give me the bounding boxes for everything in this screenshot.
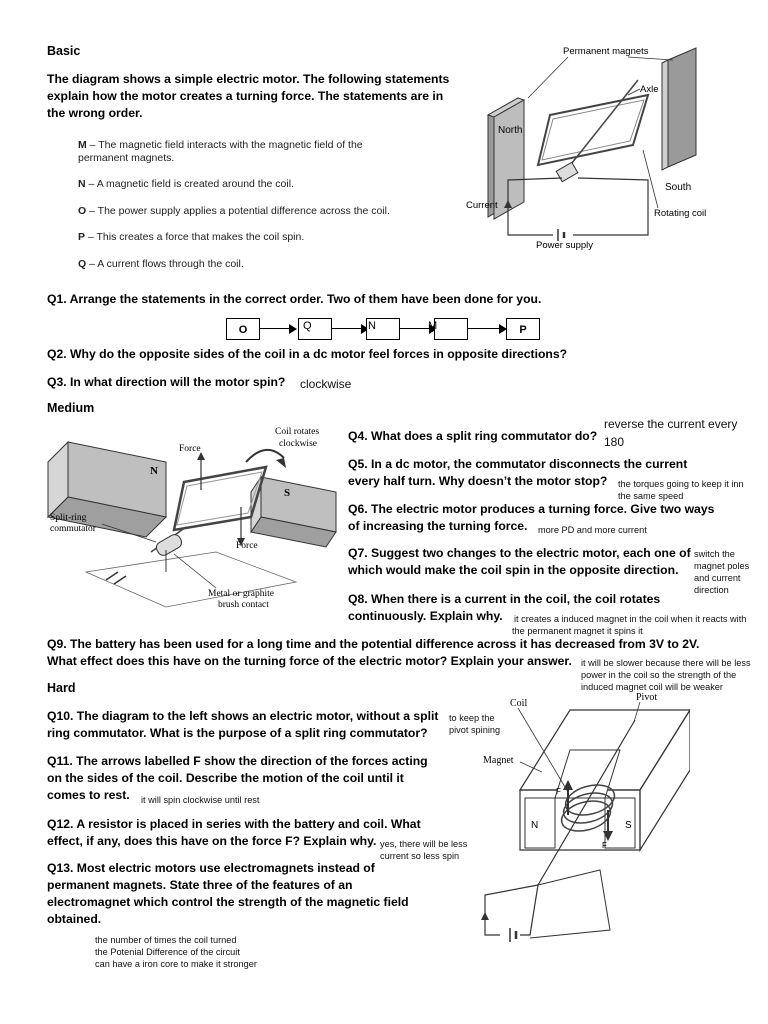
intro-line: The diagram shows a simple electric motor. The following statements: [47, 72, 450, 86]
arrowhead-icon: [289, 324, 297, 334]
question-line: electromagnet which control the strength of the magnetic field: [47, 895, 409, 909]
statement-q: [78, 258, 244, 271]
intro-text: [47, 71, 449, 122]
brush-contact-label: brush contact: [218, 600, 269, 610]
statement-letter: Q: [78, 258, 87, 270]
answer-line: magnet poles: [694, 561, 750, 571]
force-label-1: F: [556, 787, 561, 796]
intro-line: explain how the motor creates a turning force. The statements are in: [47, 89, 444, 103]
question-line: obtained.: [47, 912, 102, 926]
question-line: Q12. A resistor is placed in series with the battery and coil. What: [47, 817, 421, 831]
n-label: N: [150, 465, 158, 477]
answer-line: current so less spin: [380, 851, 460, 861]
answer-line: the permanent magnet it spins it: [512, 626, 643, 636]
statement-letter: N: [78, 178, 86, 190]
force-label-2: F: [602, 841, 607, 850]
answer-line: direction: [694, 585, 729, 595]
statement-text: – The magnetic field interacts with the magnetic field of the: [89, 139, 363, 151]
answer-q12: [380, 838, 467, 862]
intro-line: the wrong order.: [47, 106, 143, 120]
statement-text: – A magnetic field is created around the coil.: [88, 178, 294, 190]
question-line: Q10. The diagram to the left shows an electric motor, without a split: [47, 709, 439, 723]
statement-p: [78, 231, 304, 244]
sequence-box-5: P: [506, 318, 540, 340]
question-line: Q5. In a dc motor, the commutator disconnects the current: [348, 457, 688, 471]
answer-line: power in the coil so the strength of the: [581, 670, 737, 680]
answer-line: the torques going to keep it inn: [618, 479, 744, 489]
split-ring-label: Split-ring: [50, 513, 87, 523]
statement-text: – A current flows through the coil.: [89, 258, 244, 270]
question-line: ring commutator. What is the purpose of a split ring commutator?: [47, 726, 428, 740]
question-line: Q6. The electric motor produces a turning force. Give two ways: [348, 502, 715, 516]
question-line: of increasing the turning force.: [348, 519, 528, 533]
answer-q3: clockwise: [300, 377, 352, 391]
answer-line: and current: [694, 573, 741, 583]
section-basic-heading: Basic: [47, 44, 81, 58]
question-line: comes to rest.: [47, 788, 130, 802]
magnet-label: Magnet: [483, 755, 514, 766]
sequence-box-1: O: [226, 318, 260, 340]
north-label: North: [498, 125, 523, 136]
sequence-arrow: [260, 328, 290, 329]
statement-text: – This creates a force that makes the coil spin.: [87, 231, 305, 243]
s-label: S: [625, 820, 632, 831]
answer-line: the number of times the coil turned: [95, 935, 237, 945]
statement-letter: O: [78, 205, 87, 217]
force-top-label: Force: [179, 444, 201, 454]
answer-line: reverse the current every: [604, 417, 738, 431]
answer-q6: more PD and more current: [538, 525, 647, 535]
answer-q11: it will spin clockwise until rest: [141, 795, 260, 805]
sequence-box-4[interactable]: [434, 318, 468, 340]
answer-q5: [618, 478, 744, 502]
answer-q8: [512, 613, 746, 637]
question-q4: Q4. What does a split ring commutator do?: [348, 429, 598, 443]
question-q6: [348, 501, 714, 535]
question-line: on the sides of the coil. Describe the motion of the coil until it: [47, 771, 404, 785]
answer-line: to keep the: [449, 713, 495, 723]
question-line: What effect does this have on the turning force of the electric motor? Explain your answer.: [47, 654, 572, 668]
question-q12: [47, 816, 421, 850]
statement-m: [78, 139, 363, 165]
answer-line: 180: [604, 435, 625, 449]
current-label: Current: [466, 200, 498, 211]
clockwise-label: clockwise: [279, 439, 317, 449]
statement-letter: P: [78, 231, 86, 243]
force-bottom-label: Force: [236, 541, 258, 551]
question-q7: [348, 545, 691, 579]
sequence-answer-n: N: [368, 320, 376, 332]
statement-text: – The power supply applies a potential difference across the coil.: [89, 205, 390, 217]
coil-label: Coil: [510, 698, 528, 709]
answer-q9: [581, 657, 751, 693]
question-q10: [47, 708, 438, 742]
answer-q10: [449, 712, 500, 736]
answer-line: can have a iron core to make it stronger: [95, 959, 257, 969]
south-label: South: [665, 182, 692, 193]
question-line: every half turn. Why doesn’t the motor stop?: [348, 474, 608, 488]
question-line: Q13. Most electric motors use electromagnets instead of: [47, 861, 375, 875]
commutator-label: commutator: [50, 524, 96, 534]
statement-n: [78, 178, 294, 191]
question-line: Q11. The arrows labelled F show the direction of the forces acting: [47, 754, 428, 768]
section-medium-heading: Medium: [47, 401, 95, 415]
answer-line: it creates a induced magnet in the coil when it reacts with: [514, 614, 747, 624]
answer-q13: [95, 934, 257, 970]
section-hard-heading: Hard: [47, 681, 76, 695]
rotating-coil-label: Rotating coil: [654, 208, 707, 219]
question-line: Q9. The battery has been used for a long time and the potential difference across it has decreased from 3V to 2V.: [47, 637, 700, 651]
question-q13: [47, 860, 409, 928]
answer-line: pivot spining: [449, 725, 501, 735]
motor-diagram-2: [46, 422, 346, 617]
answer-q7: [694, 548, 749, 596]
statement-o: [78, 205, 390, 218]
answer-q4: [604, 415, 737, 451]
statement-text: permanent magnets.: [78, 152, 175, 164]
coil-rotates-label: Coil rotates: [275, 427, 320, 437]
axle-label: Axle: [640, 84, 659, 95]
question-q1: Q1. Arrange the statements in the correct order. Two of them have been done for you.: [47, 292, 542, 306]
question-line: which would make the coil spin in the opposite direction.: [348, 563, 679, 577]
question-line: permanent magnets. State three of the features of an: [47, 878, 353, 892]
question-q3: Q3. In what direction will the motor spin?: [47, 375, 286, 389]
metal-label: Metal or graphite: [208, 589, 274, 599]
question-line: effect, if any, does this have on the force F? Explain why.: [47, 834, 377, 848]
sequence-arrow: [332, 328, 362, 329]
sequence-answer-m: M: [428, 320, 438, 332]
answer-line: it will be slower because there will be less: [581, 658, 751, 668]
question-line: Q8. When there is a current in the coil, the coil rotates: [348, 592, 661, 606]
answer-line: the same speed: [618, 491, 684, 501]
answer-line: the Potenial Difference of the circuit: [95, 947, 240, 957]
question-line: Q7. Suggest two changes to the electric motor, each one of: [348, 546, 691, 560]
s-label: S: [284, 487, 291, 499]
sequence-answer-q: Q: [303, 320, 312, 332]
sequence-arrow: [468, 328, 500, 329]
pivot-label: Pivot: [636, 692, 658, 703]
question-q2: Q2. Why do the opposite sides of the coil in a dc motor feel forces in opposite directions?: [47, 347, 568, 361]
answer-line: switch the: [694, 549, 735, 559]
n-label: N: [531, 820, 539, 831]
power-supply-label: Power supply: [536, 240, 594, 251]
question-line: continuously. Explain why.: [348, 609, 503, 623]
answer-line: induced magnet coil will be weaker: [581, 682, 723, 692]
sequence-arrow: [400, 328, 430, 329]
answer-line: yes, there will be less: [380, 839, 468, 849]
motor-diagram-1: [458, 40, 728, 260]
permanent-magnets-label: Permanent magnets: [563, 46, 649, 57]
statement-letter: M: [78, 139, 87, 151]
